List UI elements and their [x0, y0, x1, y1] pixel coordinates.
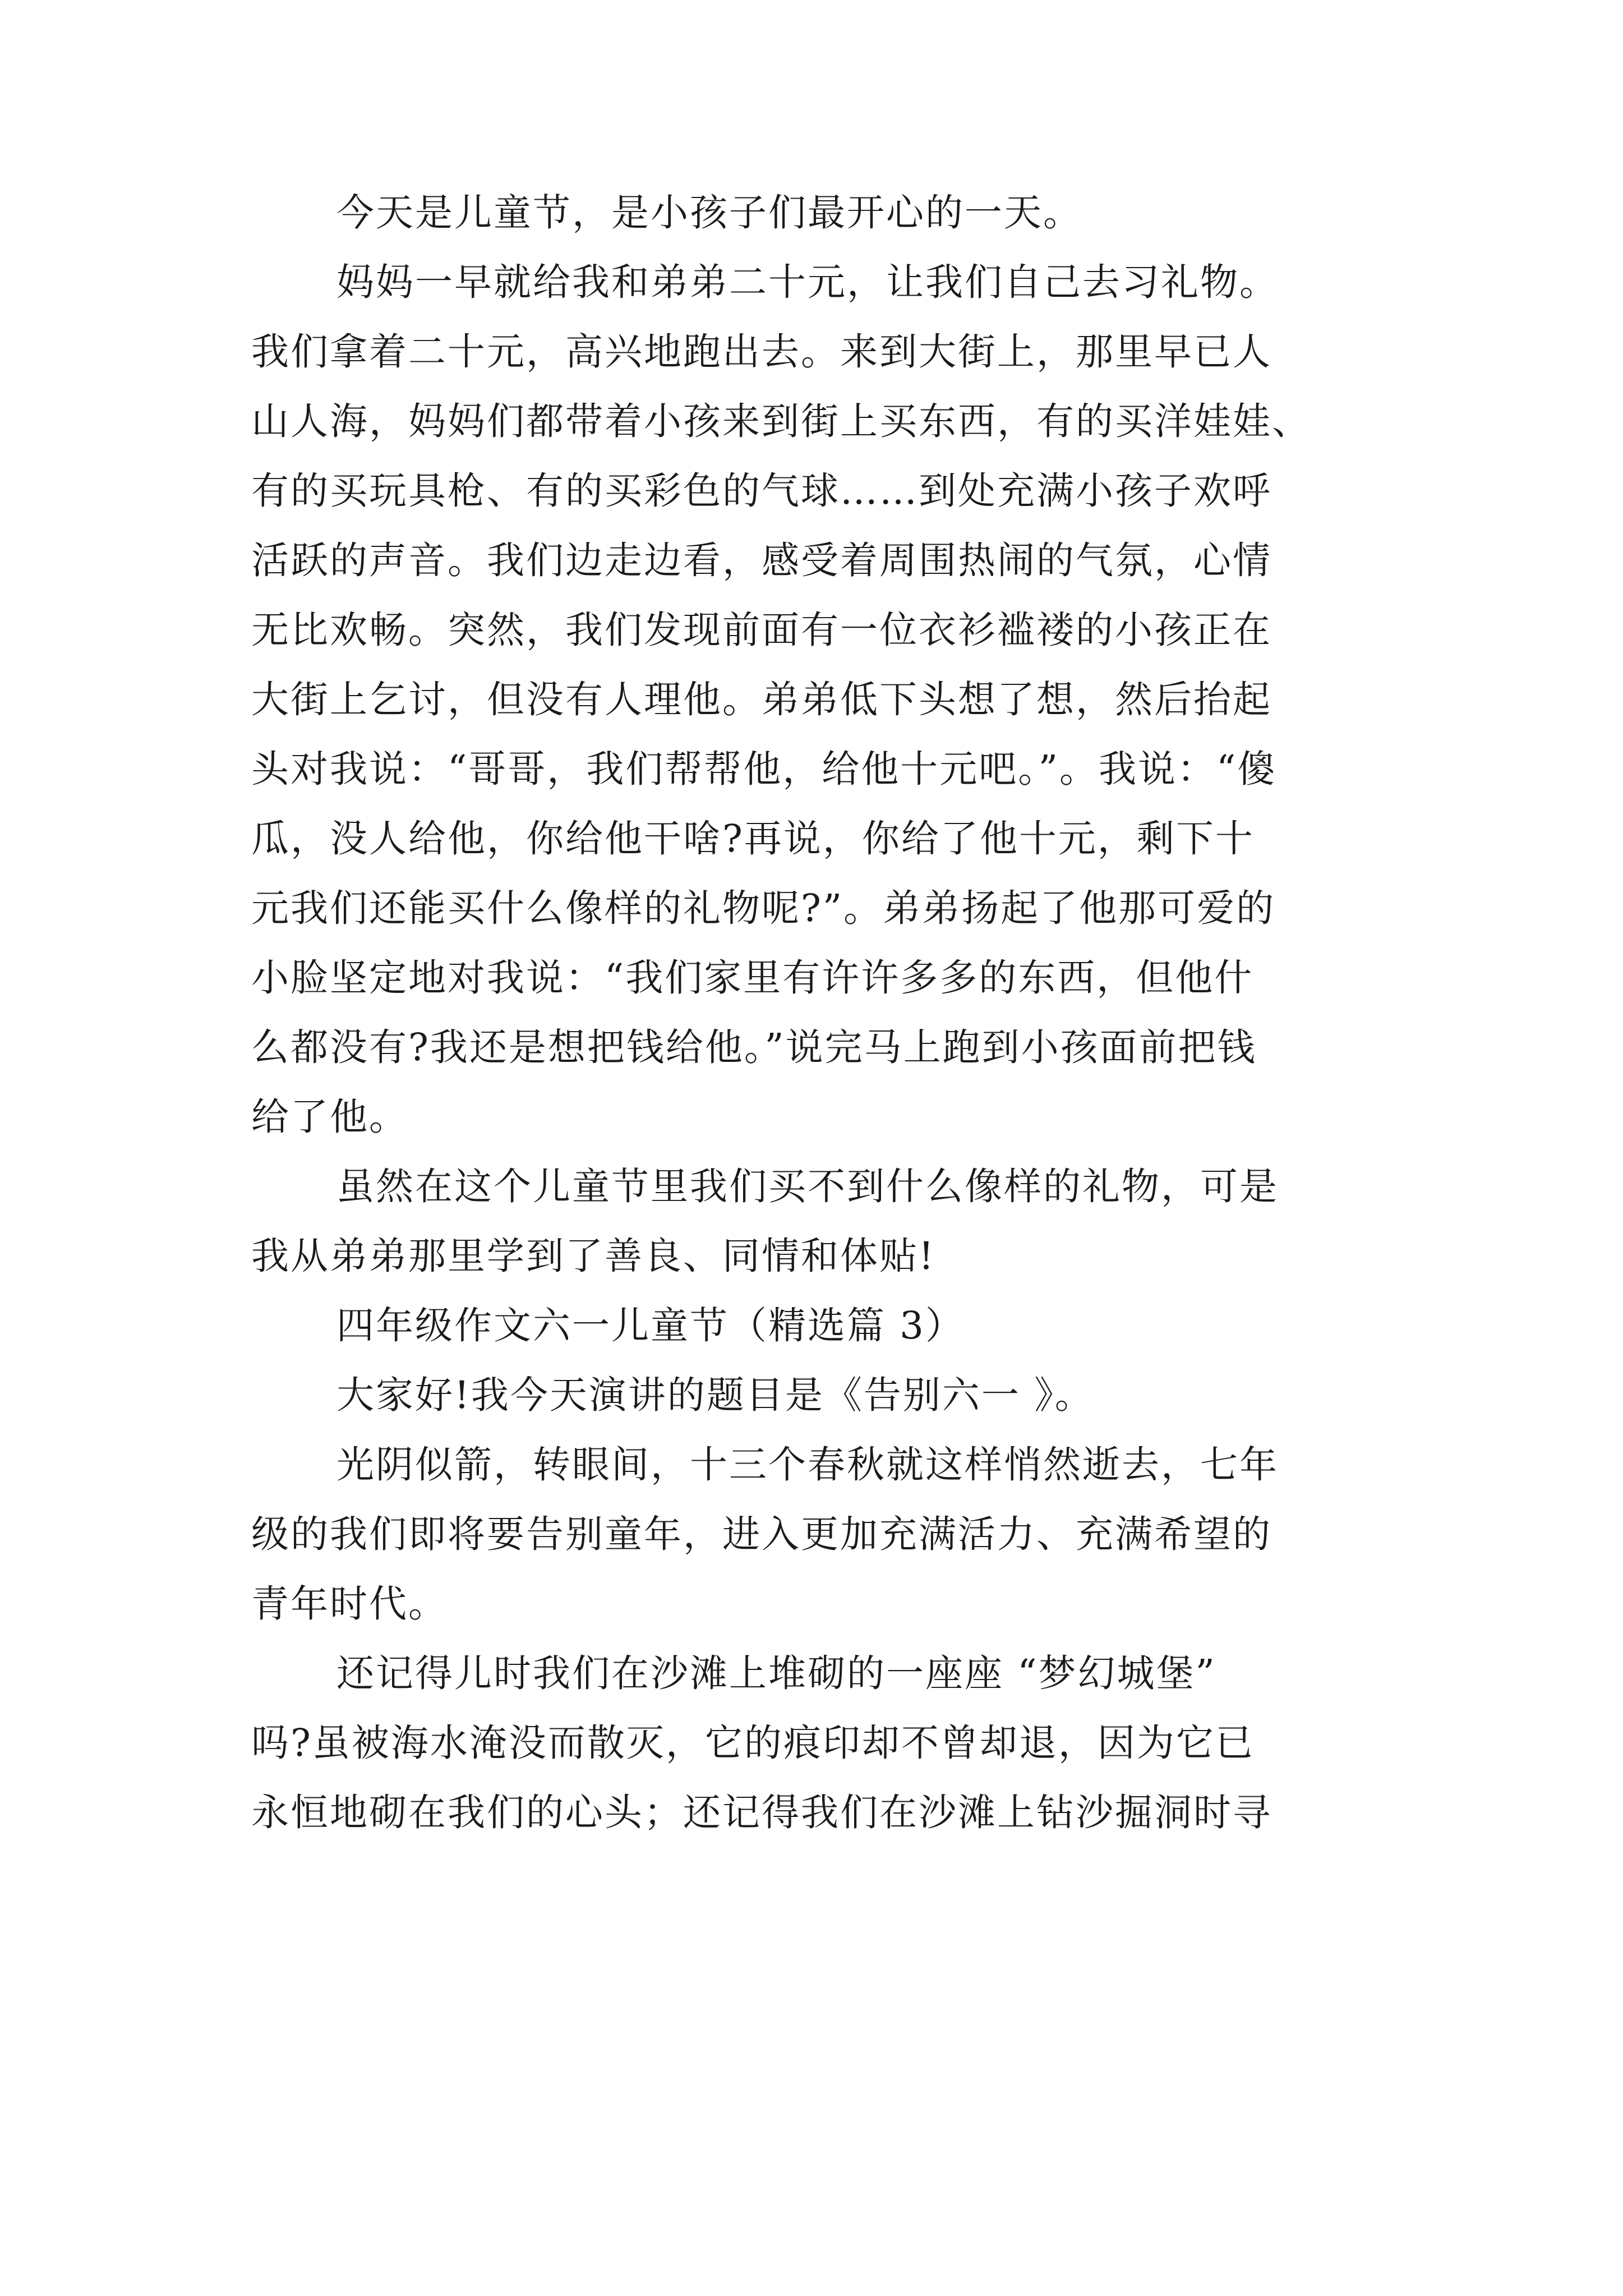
- text-line: 小脸坚定地对我说：“我们家里有许许多多的东西，但他什: [251, 956, 1254, 1000]
- text-line: 我们拿着二十元，高兴地跑出去。来到大街上，那里早已人: [251, 330, 1272, 374]
- text-line: 元我们还能买什么像样的礼物呢?”。弟弟扬起了他那可爱的: [251, 886, 1276, 930]
- text-line: 无比欢畅。突然，我们发现前面有一位衣衫褴褛的小孩正在: [251, 608, 1272, 652]
- section-heading: 四年级作文六一儿童节（精选篇 3）: [336, 1304, 965, 1347]
- text-line: 妈妈一早就给我和弟弟二十元，让我们自己去习礼物。: [336, 260, 1279, 304]
- text-line: 大家好!我今天演讲的题目是《告别六一 》。: [336, 1373, 1094, 1417]
- text-line: 永恒地砌在我们的心头；还记得我们在沙滩上钻沙掘洞时寻: [251, 1791, 1272, 1834]
- text-line: 山人海，妈妈们都带着小孩来到街上买东西，有的买洋娃娃、: [251, 399, 1311, 443]
- text-line: 青年时代。: [251, 1582, 448, 1626]
- text-line: 么都没有?我还是想把钱给他。”说完马上跑到小孩面前把钱: [251, 1025, 1257, 1069]
- text-line: 光阴似箭，转眼间，十三个春秋就这样悄然逝去，七年: [336, 1443, 1279, 1487]
- text-line: 吗?虽被海水淹没而散灭，它的痕印却不曾却退，因为它已: [251, 1721, 1255, 1765]
- text-line: 有的买玩具枪、有的买彩色的气球……到处充满小孩子欢呼: [251, 469, 1272, 513]
- text-line: 还记得儿时我们在沙滩上堆砌的一座座 “梦幻城堡”: [336, 1651, 1216, 1695]
- text-line: 大街上乞讨，但没有人理他。弟弟低下头想了想，然后抬起: [251, 678, 1272, 721]
- text-line: 瓜，没人给他，你给他干啥?再说，你给了他十元，剩下十: [251, 817, 1255, 861]
- text-line: 头对我说：“哥哥，我们帮帮他，给他十元吧。”。我说：“傻: [251, 747, 1277, 791]
- text-line: 给了他。: [251, 1095, 408, 1139]
- text-line: 活跃的声音。我们边走边看，感受着周围热闹的气氛，心情: [251, 539, 1272, 582]
- text-line: 我从弟弟那里学到了善良、同情和体贴!: [251, 1234, 935, 1278]
- text-line: 虽然在这个儿童节里我们买不到什么像样的礼物，可是: [336, 1165, 1279, 1208]
- text-line: 今天是儿童节，是小孩子们最开心的一天。: [336, 191, 1082, 234]
- text-line: 级的我们即将要告别童年，进入更加充满活力、充满希望的: [251, 1512, 1272, 1556]
